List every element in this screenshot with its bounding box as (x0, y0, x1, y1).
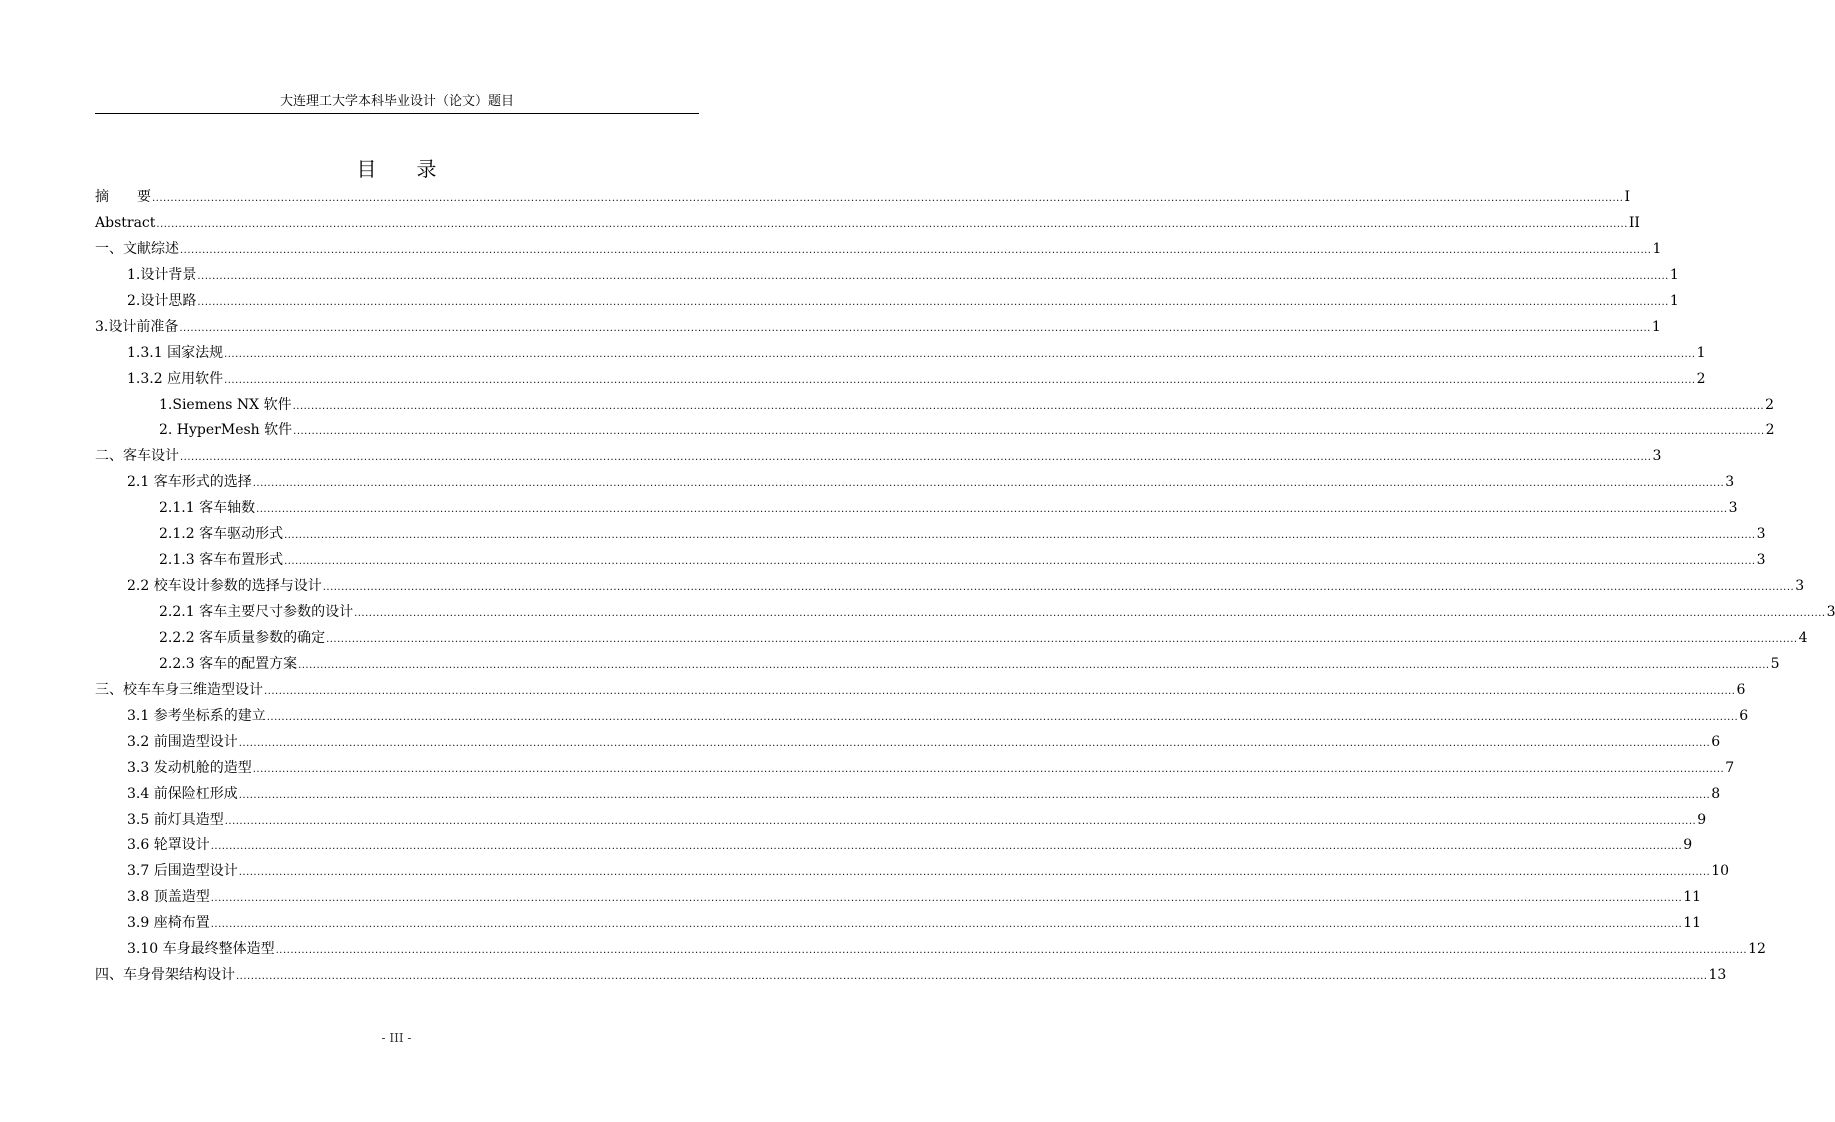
toc-entry-label: 四、车身骨架结构设计 (95, 967, 235, 984)
toc-entry[interactable] (95, 600, 1835, 626)
toc-entry[interactable] (95, 574, 1805, 600)
toc-entry[interactable] (95, 393, 1774, 419)
toc-leader-dots: ................................................................................................................................................................................................................................................................................................................................................................................................................ (210, 919, 1683, 931)
toc-leader-dots: ................................................................................................................................................................................................................................................................................................................................................................................................................ (275, 945, 1748, 957)
toc-leader-dots: ................................................................................................................................................................................................................................................................................................................................................................................................................ (156, 218, 1628, 230)
toc-entry-page: 2 (1765, 422, 1775, 439)
toc-entry-page: 7 (1725, 759, 1735, 776)
toc-entry-label: 3.3 发动机舱的造型 (127, 759, 252, 776)
toc-entry-label: 2.2.2 客车质量参数的确定 (159, 629, 326, 646)
toc-entry-page: 1 (1669, 266, 1679, 283)
toc-entry[interactable] (95, 185, 1631, 211)
toc-entry-page: 5 (1770, 655, 1780, 672)
toc-entry[interactable] (95, 211, 1640, 237)
toc-entry[interactable] (95, 885, 1702, 911)
toc-leader-dots: ................................................................................................................................................................................................................................................................................................................................................................................................................ (238, 737, 1711, 749)
toc-entry-page: 3 (1725, 474, 1735, 491)
toc-entry-label: 3.4 前保险杠形成 (127, 785, 238, 802)
toc-entry-page: II (1628, 214, 1640, 231)
toc-entry[interactable] (95, 963, 1727, 989)
toc-entry-page: 1 (1669, 292, 1679, 309)
toc-entry-page: 6 (1711, 733, 1721, 750)
toc-entry-label: 3.2 前围造型设计 (127, 733, 238, 750)
toc-leader-dots: ................................................................................................................................................................................................................................................................................................................................................................................................................ (326, 633, 1798, 645)
page-number: - III - (381, 1031, 412, 1045)
toc-leader-dots: ................................................................................................................................................................................................................................................................................................................................................................................................................ (179, 322, 1651, 334)
toc-entry-label: 2.2.1 客车主要尺寸参数的设计 (159, 604, 354, 620)
toc-entry-label: 3.1 参考坐标系的建立 (127, 707, 266, 724)
toc-entry-page: I (1624, 189, 1631, 205)
toc-entry-label: 3.5 前灯具造型 (127, 811, 224, 828)
toc-entry-page: 2 (1696, 370, 1706, 387)
toc-leader-dots: ................................................................................................................................................................................................................................................................................................................................................................................................................ (238, 789, 1711, 801)
toc-leader-dots: ................................................................................................................................................................................................................................................................................................................................................................................................................ (224, 815, 1697, 827)
toc-leader-dots: ................................................................................................................................................................................................................................................................................................................................................................................................................ (197, 270, 1669, 282)
toc-entry-label: 三、校车车身三维造型设计 (95, 681, 263, 698)
toc-entry-page: 11 (1683, 889, 1702, 906)
toc-entry[interactable] (95, 704, 1749, 730)
toc-entry-label: 一、文献综述 (95, 240, 179, 257)
toc-entry-page: 3 (1652, 448, 1662, 465)
toc-entry-label: 摘 要 (95, 189, 151, 205)
toc-leader-dots: ................................................................................................................................................................................................................................................................................................................................................................................................................ (264, 685, 1736, 697)
toc-leader-dots: ................................................................................................................................................................................................................................................................................................................................................................................................................ (322, 582, 1795, 594)
toc-entry[interactable] (95, 626, 1808, 652)
toc-entry-page: 10 (1711, 863, 1730, 880)
toc-entry-page: 3 (1756, 526, 1766, 543)
toc-leader-dots: ................................................................................................................................................................................................................................................................................................................................................................................................................ (284, 556, 1756, 568)
toc-entry-page: 13 (1708, 967, 1727, 984)
toc-leader-dots: ................................................................................................................................................................................................................................................................................................................................................................................................................ (180, 244, 1652, 256)
toc-entry[interactable] (95, 496, 1738, 522)
toc-entry-label: 2.1.1 客车轴数 (159, 500, 256, 517)
toc-entry[interactable] (95, 782, 1721, 808)
toc-entry-page: 3 (1795, 578, 1805, 595)
toc-leader-dots: ................................................................................................................................................................................................................................................................................................................................................................................................................ (354, 608, 1826, 619)
toc-leader-dots: ................................................................................................................................................................................................................................................................................................................................................................................................................ (180, 452, 1652, 464)
toc-leader-dots: ................................................................................................................................................................................................................................................................................................................................................................................................................ (284, 530, 1756, 542)
toc-entry-label: 1.3.2 应用软件 (127, 370, 224, 387)
toc-entry-label: 2. HyperMesh 软件 (159, 422, 293, 439)
toc-entry-page: 11 (1683, 915, 1702, 932)
toc-entry-label: 3.7 后围造型设计 (127, 863, 238, 880)
toc-entry[interactable] (95, 730, 1721, 756)
toc-entry-label: 2.2.3 客车的配置方案 (159, 655, 298, 672)
toc-leader-dots: ................................................................................................................................................................................................................................................................................................................................................................................................................ (292, 400, 1765, 412)
toc-entry-label: 1.3.1 国家法规 (127, 344, 224, 361)
toc-leader-dots: ................................................................................................................................................................................................................................................................................................................................................................................................................ (293, 426, 1765, 438)
toc-entry-page: 6 (1739, 707, 1749, 724)
page-header: 大连理工大学本科毕业设计（论文）题目 (279, 94, 514, 109)
toc-entry-label: 2.2 校车设计参数的选择与设计 (127, 578, 322, 595)
toc-entry[interactable] (95, 937, 1766, 963)
toc-entry-label: 3.6 轮罩设计 (127, 837, 210, 854)
toc-leader-dots: ................................................................................................................................................................................................................................................................................................................................................................................................................ (224, 348, 1696, 360)
toc-entry[interactable] (95, 833, 1693, 859)
toc-entry[interactable] (95, 315, 1661, 341)
toc-leader-dots: ................................................................................................................................................................................................................................................................................................................................................................................................................ (256, 504, 1728, 516)
toc-entry-label: 3.设计前准备 (95, 318, 179, 335)
toc-entry-page: 2 (1765, 396, 1774, 413)
toc-entry-page: 8 (1711, 785, 1721, 802)
toc-entry-label: 3.10 车身最终整体造型 (127, 941, 275, 958)
toc-entry-label: 1.Siemens NX 软件 (159, 396, 292, 413)
toc-leader-dots: ................................................................................................................................................................................................................................................................................................................................................................................................................ (236, 971, 1708, 983)
toc-entry-page: 3 (1826, 604, 1835, 620)
toc-entry[interactable] (95, 289, 1679, 315)
toc-entry[interactable] (95, 444, 1662, 470)
toc-entry-page: 9 (1697, 811, 1707, 828)
toc-entry-page: 1 (1651, 318, 1661, 335)
toc-leader-dots: ................................................................................................................................................................................................................................................................................................................................................................................................................ (252, 478, 1725, 490)
toc-leader-dots: ................................................................................................................................................................................................................................................................................................................................................................................................................ (266, 711, 1739, 723)
toc-entry-label: Abstract (95, 214, 156, 231)
toc-entry-label: 3.9 座椅布置 (127, 915, 210, 932)
toc-entry-label: 2.1.3 客车布置形式 (159, 552, 284, 569)
toc-title-part2: 录 (416, 157, 437, 181)
toc-entry-page: 9 (1683, 837, 1693, 854)
toc-entry[interactable] (95, 341, 1706, 367)
toc-entry-page: 1 (1652, 240, 1662, 257)
toc-entry-label: 3.8 顶盖造型 (127, 889, 210, 906)
toc-entry-label: 2.1.2 客车驱动形式 (159, 526, 284, 543)
toc-leader-dots: ................................................................................................................................................................................................................................................................................................................................................................................................................ (197, 296, 1669, 308)
toc-entry[interactable] (95, 756, 1735, 782)
toc-entry[interactable] (95, 548, 1766, 574)
toc-leader-dots: ................................................................................................................................................................................................................................................................................................................................................................................................................ (252, 763, 1725, 775)
toc-entry-page: 3 (1756, 552, 1766, 569)
toc-entry[interactable] (95, 418, 1775, 444)
toc-title (0, 156, 793, 182)
toc-entry[interactable] (95, 470, 1735, 496)
toc-entry[interactable] (95, 367, 1706, 393)
toc-entry-page: 12 (1748, 941, 1766, 958)
toc-entry-label: 二、客车设计 (95, 448, 179, 465)
toc-entry[interactable] (95, 808, 1707, 834)
toc-entry-page: 6 (1736, 681, 1746, 698)
toc-entry-page: 3 (1728, 500, 1738, 517)
toc-leader-dots: ................................................................................................................................................................................................................................................................................................................................................................................................................ (210, 841, 1683, 853)
toc-entry[interactable] (95, 237, 1662, 263)
toc-entry[interactable] (95, 263, 1679, 289)
toc-entry-label: 2.1 客车形式的选择 (127, 474, 252, 491)
toc-entry-page: 1 (1696, 344, 1706, 361)
toc-entry[interactable] (95, 859, 1730, 885)
toc-entry-label: 1.设计背景 (127, 266, 197, 283)
toc-entry[interactable] (95, 652, 1780, 678)
toc-entry[interactable] (95, 678, 1746, 704)
toc-leader-dots: ................................................................................................................................................................................................................................................................................................................................................................................................................ (152, 193, 1624, 204)
toc-entry[interactable] (95, 911, 1702, 937)
toc-leader-dots: ................................................................................................................................................................................................................................................................................................................................................................................................................ (224, 374, 1696, 386)
toc-leader-dots: ................................................................................................................................................................................................................................................................................................................................................................................................................ (298, 659, 1770, 671)
toc-entry[interactable] (95, 522, 1766, 548)
toc-entry-label: 2.设计思路 (127, 292, 197, 309)
table-of-contents (95, 185, 1835, 989)
header-rule (95, 113, 699, 114)
toc-leader-dots: ................................................................................................................................................................................................................................................................................................................................................................................................................ (238, 867, 1711, 879)
toc-title-part1: 目 (356, 157, 377, 181)
toc-leader-dots: ................................................................................................................................................................................................................................................................................................................................................................................................................ (210, 893, 1683, 905)
toc-entry-page: 4 (1798, 629, 1808, 646)
